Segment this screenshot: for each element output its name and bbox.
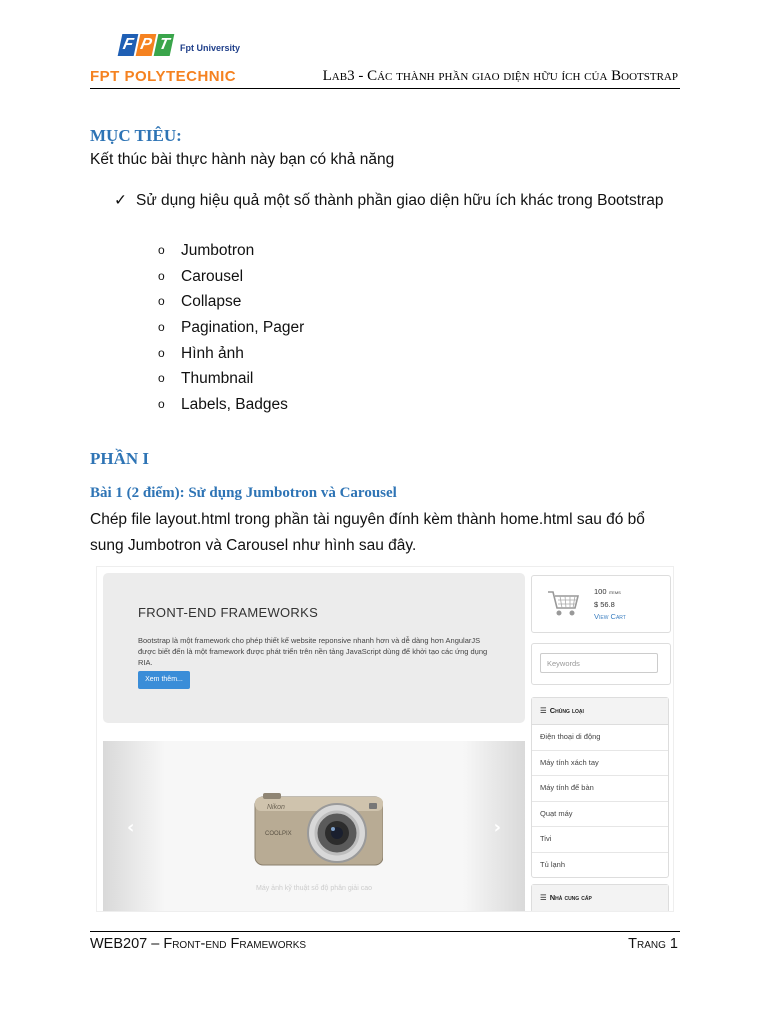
checkmark-icon: ✓ <box>114 191 127 209</box>
fpt-logo-mark <box>120 34 174 60</box>
topic-list <box>158 238 304 418</box>
circle-bullet-icon: o <box>158 371 165 386</box>
category-item[interactable]: Máy tính để bàn <box>532 776 668 802</box>
circle-bullet-icon: o <box>158 243 165 257</box>
brand-name: FPT POLYTECHNIC <box>90 68 237 85</box>
suppliers-panel <box>531 884 669 912</box>
topic-item: o Jumbotron <box>158 238 304 264</box>
topic-item: o Thumbnail <box>158 366 304 392</box>
exercise-title: Bài 1 (2 điểm): Sử dụng Jumbotron và Carousel <box>90 485 397 501</box>
camera-brand: Nikon <box>267 804 285 811</box>
list-icon: ☰ <box>540 706 547 715</box>
circle-bullet-icon: o <box>158 294 165 309</box>
keywords-input[interactable]: Keywords <box>540 653 658 673</box>
cart-box <box>531 575 671 633</box>
categories-panel <box>531 697 669 878</box>
footer-course: WEB207 – Front-end Frameworks <box>90 936 307 952</box>
circle-bullet-icon: o <box>158 320 165 335</box>
cart-count: 100 <box>594 587 607 596</box>
camera-image <box>253 791 383 867</box>
header-rule <box>90 88 680 89</box>
objectives-heading: MỤC TIÊU: <box>90 126 182 145</box>
fpt-logo <box>120 34 241 64</box>
camera-model: COOLPIX <box>265 831 292 837</box>
category-item[interactable]: Điện thoại di động <box>532 725 668 751</box>
search-box <box>531 643 671 685</box>
circle-bullet-icon: o <box>158 345 165 360</box>
carousel <box>103 741 525 912</box>
chevron-right-icon: › <box>493 817 501 838</box>
cart-info <box>594 586 626 623</box>
part-heading: PHẦN I <box>90 449 150 468</box>
category-item[interactable]: Tủ lạnh <box>540 859 566 869</box>
cart-count-unit: items <box>608 590 621 596</box>
suppliers-heading: ☰ Nhà cung cấp <box>532 885 668 912</box>
cart-count-line <box>594 586 626 599</box>
chevron-left-icon: ‹ <box>127 817 135 838</box>
logo-letter-p: P <box>136 34 157 56</box>
jumbotron-text: Bootstrap là một framework cho phép thiết kế website reponsive nhanh hơn và dễ dàng hơn AngularJS được biết đến là một framework được phát triển trên nền tảng JavaScript dùng để khởi tạo các ứng dụng RIA. <box>138 636 488 667</box>
circle-bullet-icon: o <box>158 397 165 412</box>
lab-title: Lab3 - Các thành phần giao diện hữu ích của Bootstrap <box>322 68 678 84</box>
logo-letter-t: T <box>154 34 175 56</box>
category-item[interactable]: Tivi <box>532 827 668 853</box>
objective-item <box>114 188 680 213</box>
category-item[interactable]: Quạt máy <box>532 802 668 828</box>
jumbotron-title: FRONT-END FRAMEWORKS <box>138 605 319 620</box>
objective-text: Sử dụng hiệu quả một số thành phần giao diện hữu ích khác trong Bootstrap <box>136 192 664 209</box>
category-item[interactable]: Máy tính xách tay <box>532 751 668 777</box>
topic-item: o Labels, Badges <box>158 392 304 418</box>
topic-item: o Collapse <box>158 289 304 315</box>
cart-total: $ 56.8 <box>594 600 615 609</box>
list-icon: ☰ <box>540 893 547 902</box>
shopping-cart-icon <box>546 586 580 620</box>
exercise-text: Chép file layout.html trong phần tài nguyên đính kèm thành home.html sau đó bổ sung Jumbotron và Carousel như hình sau đây. <box>90 511 645 554</box>
logo-caption: Fpt University <box>180 43 241 53</box>
read-more-button[interactable]: Xem thêm... <box>138 671 190 689</box>
logo-letter-f: F <box>118 34 139 56</box>
topic-item: o Hình ảnh <box>158 341 304 367</box>
page-number: Trang 1 <box>628 936 678 952</box>
jumbotron <box>103 573 525 723</box>
carousel-caption: Máy ảnh kỹ thuật số độ phân giải cao <box>256 885 372 892</box>
categories-heading: ☰ Chủng loại <box>532 698 668 725</box>
view-cart-link[interactable]: View Cart <box>594 612 626 621</box>
objectives-intro: Kết thúc bài thực hành này bạn có khả năng <box>90 151 395 168</box>
topic-item: o Pagination, Pager <box>158 315 304 341</box>
topic-item: o Carousel <box>158 264 304 290</box>
circle-bullet-icon: o <box>158 268 165 283</box>
footer-rule <box>90 931 680 932</box>
bootstrap-screenshot <box>96 566 674 912</box>
